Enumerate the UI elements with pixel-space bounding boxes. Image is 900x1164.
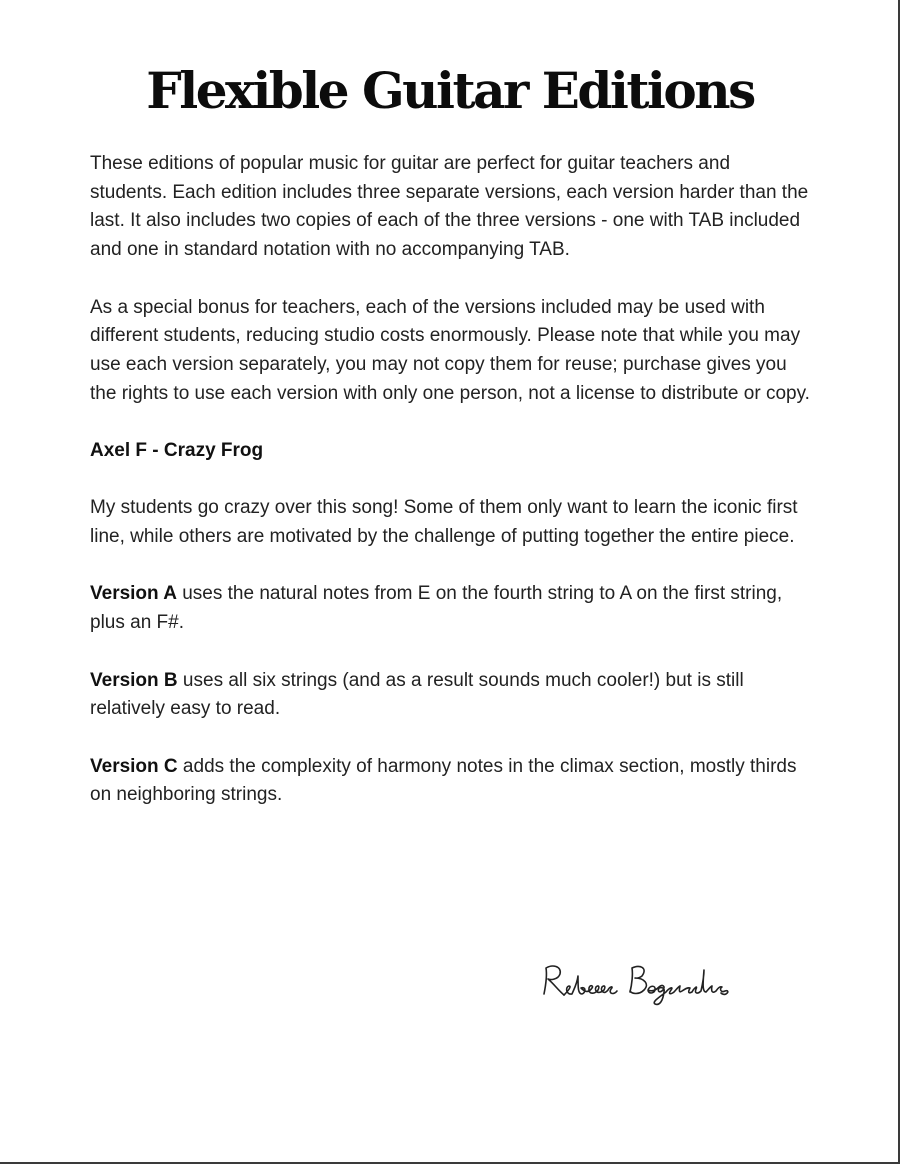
page-title: Flexible Guitar Editions xyxy=(146,61,754,120)
song-title xyxy=(90,437,810,466)
version-a-paragraph xyxy=(90,580,810,637)
intro-paragraph: These editions of popular music for guitar are perfect for guitar teachers and students. Each edition includes three separate versions, each version harder than the last. It also includes two copies of each of the three versions - one with TAB included and one in standard notation with no accompanying TAB. xyxy=(90,153,809,261)
version-b-text: uses all six strings (and as a result sounds much cooler!) but is still relatively easy to read. xyxy=(90,669,744,720)
version-c-paragraph xyxy=(90,753,810,810)
version-c-text: adds the complexity of harmony notes in the climax section, mostly thirds on neighboring strings. xyxy=(90,755,797,806)
bonus-paragraph: As a special bonus for teachers, each of the versions included may be used with different students, reducing studio costs enormously. Please note that while you may use each version separately, you may not copy them for reuse; purchase gives you the rights to use each version with only one person, not a license to distribute or copy. xyxy=(90,296,810,404)
document-body xyxy=(90,150,810,839)
song-title-text: Axel F - Crazy Frog xyxy=(90,440,264,461)
signature-image xyxy=(538,958,758,1008)
signature xyxy=(538,958,758,1008)
song-description: My students go crazy over this song! Some of them only want to learn the iconic first line, while others are motivated by the challenge of putting together the entire piece. xyxy=(90,497,798,548)
version-a-text: uses the natural notes from E on the fourth string to A on the first string, plus an F#. xyxy=(90,583,783,634)
version-a-label: Version A xyxy=(90,583,177,605)
version-b-label: Version B xyxy=(90,669,178,691)
version-b-paragraph xyxy=(90,667,810,724)
version-c-label: Version C xyxy=(90,755,178,777)
